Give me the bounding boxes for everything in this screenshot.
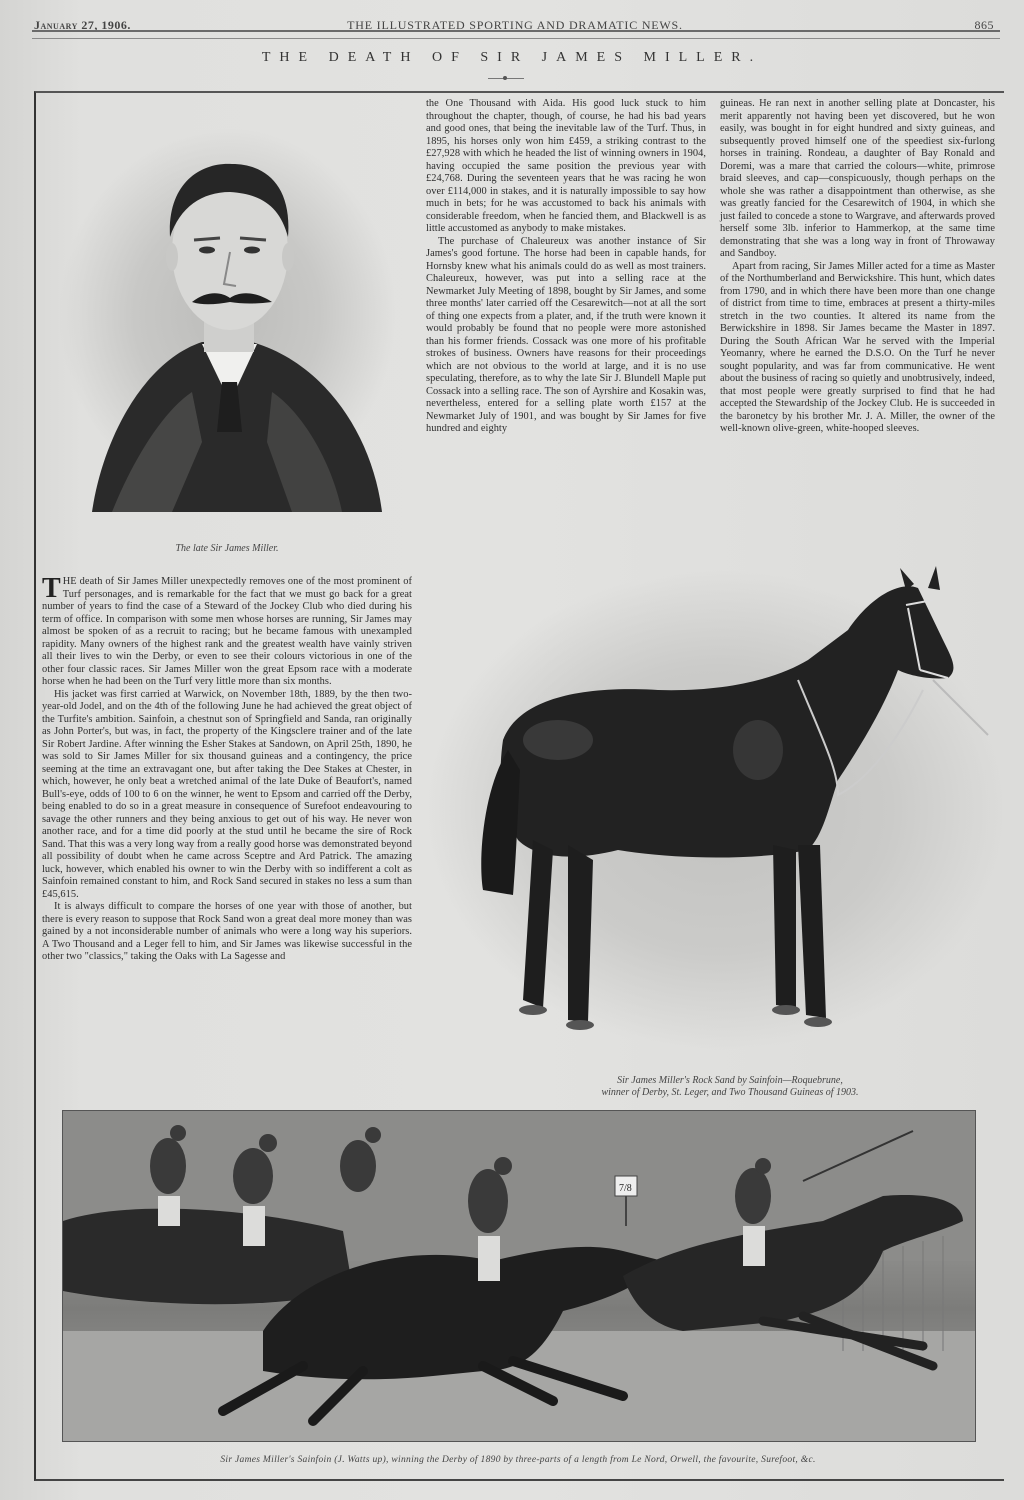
rock-sand-horse-image: [428, 560, 1008, 1060]
horse-caption-line-2: winner of Derby, St. Leger, and Two Thousand Guineas of 1903.: [601, 1087, 859, 1098]
publication-title: THE ILLUSTRATED SPORTING AND DRAMATIC NEWS.: [347, 18, 683, 32]
article-column-middle: [426, 98, 706, 436]
derby-race-engraving: [62, 1110, 976, 1442]
lead-paragraph: THE death of Sir James Miller unexpectedly removes one of the most prominent of Turf personages, and is remarkable for the fact that we must go back for a great number of years to find the case of a Steward of the Jockey Club who died during his term of office. In comparison with some men whose horses are running, Sir James may almost be spoken of as a recruit to racing; but he became famous with unexampled rapidity. Many owners of the highest rank and the greatest wealth have vainly striven all their lives to win the Derby, or even to see their colours victorious in one of the other four classic races. Sir James Miller won the great Epsom race with a moderate horse when he had been on the Turf very little more than six months.: [42, 573, 412, 687]
paragraph: the One Thousand with Aida. His good luck stuck to him throughout the chapter, though, of course, he had his bad years and good ones, that being the inevitable law of the Turf. Thus, in 1895, his horses only won him £459, a striking contrast to the £27,928 with which he headed the list of winning owners in 1904, having occupied the same position the previous year with £24,768. During the seventeen years that he was racing he won over £114,000 in stakes, and it is naturally impossible to say how much in bets; for he was accustomed to back his animals with considerable freedom, when he fancied them, and Blackwell is as little accustomed as anybody to make mistakes.: [426, 98, 706, 234]
masthead-rule: [32, 30, 1000, 39]
article-column-right: [720, 98, 995, 436]
paragraph: The purchase of Chaleureux was another instance of Sir James's good fortune. The horse had been in capable hands, for Hornsby knew what his animals could do as well as most trainers. Chaleureux, however, was put into a selling race at the Newmarket July Meeting of 1898, bought by Sir James, and some three months' later carried off the Cesarewitch—not at all the sort of thing one expects from a plater, and, if the truth were known it would probably be found that no people were more astonished than his former friends. Cossack was one more of his profitable strokes of business. Owners have reasons for their proceedings which are not obvious to the world at large, and it is no use speculating, therefore, as to why the late Sir J. Blundell Maple put Cossack into a selling race. The son of Ayrshire and Kosakin was, nevertheless, entered for a selling plate worth £157 at the Newmarket July of 1901, and was bought by Sir James for five hundred and eighty: [426, 235, 706, 434]
distance-post-label: 7/8: [619, 1183, 632, 1194]
race-caption: Sir James Miller's Sainfoin (J. Watts up), winning the Derby of 1890 by three-parts of a length from Le Nord, Orwell, the favourite, Surefoot, &c.: [220, 1455, 816, 1465]
portrait-caption: The late Sir James Miller.: [175, 543, 279, 554]
horse-caption-line-1: Sir James Miller's Rock Sand by Sainfoin—Roquebrune,: [617, 1075, 843, 1086]
page-number: 865: [974, 18, 994, 32]
horse-caption: [520, 1075, 940, 1099]
portrait-image: [52, 112, 402, 517]
paragraph: Apart from racing, Sir James Miller acted for a time as Master of the Northumberland and Berwickshire. This hunt, which dates from 1790, and in which there have been more than one change of district from time to time, embraces at present a thirty-miles stretch in the two counties. It altered its name from the Berwickshire in 1898. Sir James became the Master in 1897. During the South African War he served with the Imperial Yeomanry, where he earned the D.S.O. On the Turf he never sought popularity, and was far from communicative. He went about the business of racing so quietly and unobtrusively, indeed, that most people were greatly surprised to find that he had accepted the Stewardship of the Jockey Club. He is succeeded in the baronetcy by his brother Mr. J. A. Miller, the owner of the well-known olive-green, white-hooped sleeves.: [720, 260, 995, 434]
paragraph: guineas. He ran next in another selling plate at Doncaster, his merit apparently not having been yet discovered, but he won easily, was bought in for eight hundred and sixty guineas, and subsequently proved himself one of the speediest six-furlong horses in training. Rondeau, a daughter of Bay Ronald and Doremi, was a mare that carried the colours—white, primrose braid sleeves, and cap—conspicuously, though perhaps on the whole she was rather a disappointment than otherwise, as she was greatly fancied for the Cesarewitch of 1904, in which she just failed to concede a stone to Wargrave, and afterwards proved herself some 3lb. inferior to Hammerkop, at the same time demonstrating that she was a long way in front of Throwaway and Sandboy.: [720, 98, 995, 259]
drop-cap: T: [42, 573, 61, 604]
headline-ornament: [488, 78, 524, 81]
masthead: [32, 8, 998, 32]
issue-date: January 27, 1906.: [34, 18, 131, 32]
article-headline: THE DEATH OF SIR JAMES MILLER.: [261, 50, 763, 65]
paragraph: His jacket was first carried at Warwick, on November 18th, 1889, by the then two-year-old Jodel, and on the 4th of the following June he had achieved the great object of the Turfite's ambition. Sainfoin, a chestnut son of Springfield and Sanda, ran originally as John Porter's, but was, in fact, the property of the Kingsclere trainer and of the late Sir Robert Jardine. After winning the Esher Stakes at Sandown, on April 25th, 1890, he was sold to Sir James Miller for six thousand guineas and a contingency, the price seeming at the time an extravagant one, but after taking the Dee Stakes at Chester, in which, however, he only beat a wretched animal of the late Duke of Beaufort's, named Bull's-eye, odds of 100 to 6 on the winner, he went to Epsom and carried off the Derby, being enabled to do so in a great measure in consequence of Surefoot endeavouring to savage the other runners and they being anxious to get out of his way. He never won another race, and for a time did poorly at the stud until he became the sire of Rock Sand. That this was a very long way from a really good horse was demonstrated beyond all possibility of doubt when he came across Sceptre and Ard Patrick. The amazing luck, however, which enabled his owner to win the Derby with so indifferent a colt as Sainfoin remained constant to him, and Rock Sand secured in stakes no less a sum than £45,615.: [42, 688, 412, 900]
paragraph: It is always difficult to compare the horses of one year with those of another, but there is every reason to suppose that Rock Sand won a great deal more money than was gained by a not inconsiderable number of animals who were a long way his superiors. A Two Thousand and a Leger fell to him, and Sir James was likewise successful in the other two "classics," taking the Oaks with La Sagesse and: [42, 901, 412, 962]
article-column-left: [42, 573, 412, 964]
